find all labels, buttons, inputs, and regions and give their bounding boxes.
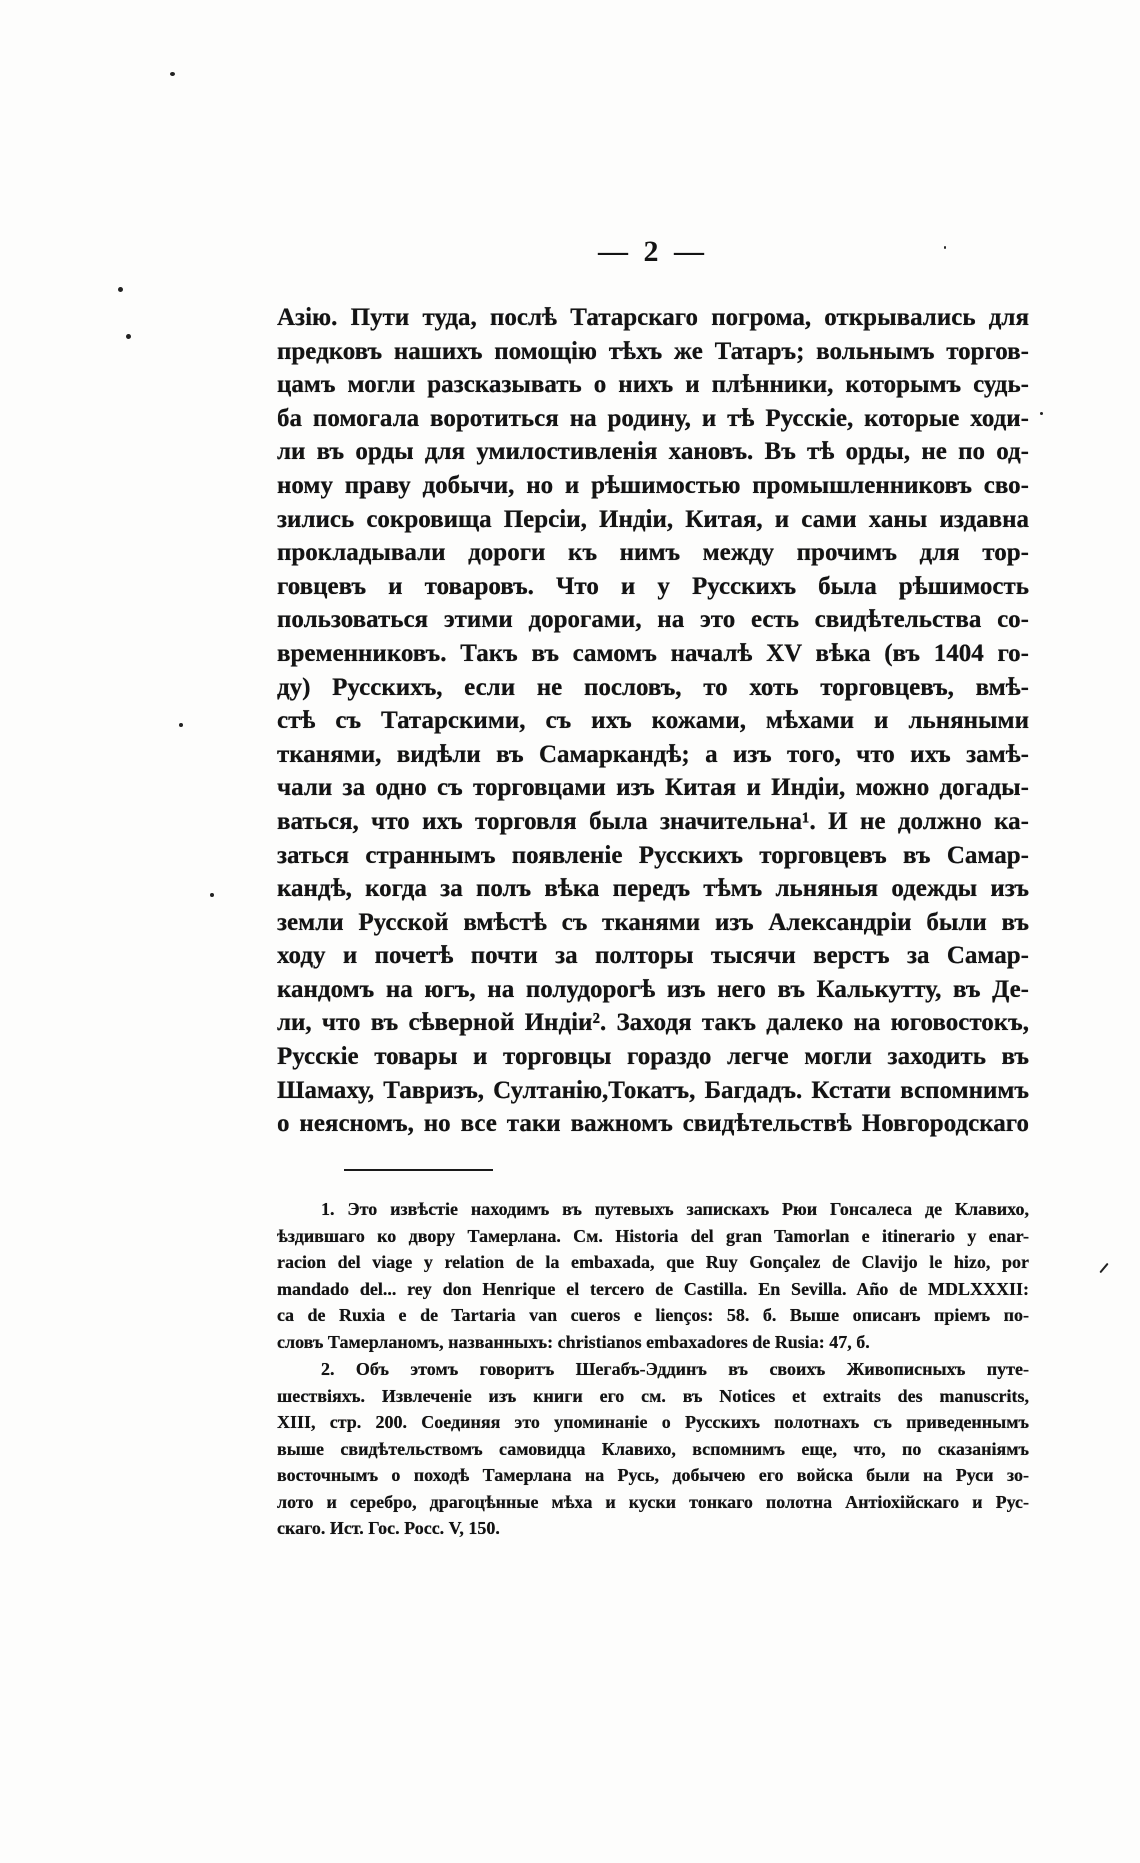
text-line: говцевъ и товаровъ. Что и у Русскихъ была рѣшимость bbox=[277, 572, 1029, 600]
scan-speck bbox=[1040, 412, 1043, 415]
text-line: ходу и почетѣ почти за полторы тысячи верстъ за Самар- bbox=[277, 942, 1029, 970]
footnote-line: шествіяхъ. Извлеченіе изъ книги его см. въ Notices et extraits des manuscrits, bbox=[277, 1385, 1029, 1406]
text-line: Шамаху, Тавризъ, Султанію,Токатъ, Багдадъ. Кстати вспомнимъ bbox=[277, 1076, 1029, 1104]
footnote-line: XIII, стр. 200. Соединяя это упоминаніе о Русскихъ полотнахъ съ приведеннымъ bbox=[277, 1412, 1029, 1432]
scan-speck bbox=[170, 72, 175, 76]
text-line: пользоваться этими дорогами, на это есть свидѣтельства со- bbox=[277, 606, 1029, 634]
text-line: ли въ орды для умилостивленія хановъ. Въ тѣ орды, не по од- bbox=[277, 438, 1029, 466]
text-line: ба помогала воротиться на родину, и тѣ Русскіе, которые ходи- bbox=[277, 404, 1029, 432]
footnote-separator bbox=[344, 1169, 493, 1171]
footnote-line: восточнымъ о походѣ Тамерлана на Русь, добычею его войска были на Руси зо- bbox=[277, 1465, 1029, 1485]
text-line: тканями, видѣли въ Самаркандѣ; а изъ того, что ихъ замѣ- bbox=[277, 740, 1029, 768]
text-line: ду) Русскихъ, если не пословъ, то хоть торговцевъ, вмѣ- bbox=[277, 673, 1029, 701]
footnote-line: лото и серебро, драгоцѣнные мѣха и куски тонкаго полотна Антіохійскаго и Рус- bbox=[277, 1491, 1029, 1512]
footnote-1 bbox=[277, 1196, 1029, 1355]
text-line: Азію. Пути туда, послѣ Татарскаго погрома, открывались для bbox=[277, 304, 1029, 331]
scan-speck bbox=[210, 893, 214, 897]
footnote-line: скаго. Ист. Гос. Росс. V, 150. bbox=[277, 1518, 500, 1538]
scan-speck bbox=[944, 246, 946, 249]
page-number: — 2 — bbox=[598, 235, 704, 268]
text-line: ваться, что ихъ торговля была значительна¹. И не должно ка- bbox=[277, 807, 1029, 835]
text-line: о неясномъ, но все таки важномъ свидѣтельствѣ Новгородскаго bbox=[277, 1110, 1029, 1138]
text-line: прокладывали дороги къ нимъ между прочимъ для тор- bbox=[277, 539, 1029, 567]
main-text bbox=[277, 301, 1029, 1141]
footnote-line: racion del viage y relation de la embaxada, que Ruy Gonçalez de Clavijo le hizo, por bbox=[277, 1252, 1029, 1272]
footnote-2 bbox=[277, 1356, 1029, 1542]
text-line: ному праву добычи, но и рѣшимостью промышленниковъ сво- bbox=[277, 471, 1029, 499]
text-line: кандѣ, когда за полъ вѣка передъ тѣмъ льняныя одежды изъ bbox=[277, 875, 1029, 903]
scan-speck bbox=[1099, 1263, 1108, 1273]
footnote-line: ѣздившаго ко двору Тамерлана. См. Historia del gran Tamorlan e itinerario y enar- bbox=[277, 1225, 1029, 1246]
footnote-line: mandado del... rey don Henrique el tercero de Castilla. En Sevilla. Año de MDLXXXII: bbox=[277, 1278, 1029, 1299]
footnote-line: 1. Это извѣстіе находимъ въ путевыхъ запискахъ Рюи Гонсалеса де Клавихо, bbox=[321, 1199, 1029, 1219]
scan-speck bbox=[126, 334, 131, 339]
text-line: зились сокровища Персіи, Индіи, Китая, и сами ханы издавна bbox=[277, 505, 1029, 533]
text-line: временниковъ. Такъ въ самомъ началѣ XV вѣка (въ 1404 го- bbox=[277, 639, 1029, 667]
footnote-line: словъ Тамерланомъ, названныхъ: christianos embaxadores de Rusia: 47, б. bbox=[277, 1331, 870, 1352]
text-line: заться страннымъ появленіе Русскихъ торговцевъ въ Самар- bbox=[277, 841, 1029, 869]
text-line: стѣ съ Татарскими, съ ихъ кожами, мѣхами и льняными bbox=[277, 707, 1029, 735]
text-line: цамъ могли разсказывать о нихъ и плѣнники, которымъ судь- bbox=[277, 371, 1029, 399]
footnote-line: ca de Ruxia e de Tartaria van cueros e lienços: 58. б. Выше описанъ пріемъ по- bbox=[277, 1305, 1029, 1325]
footnote-line: 2. Объ этомъ говоритъ Шегабъ-Эддинъ въ своихъ Живописныхъ путе- bbox=[321, 1359, 1029, 1379]
text-line: Русскіе товары и торговцы гораздо легче могли заходить въ bbox=[277, 1043, 1029, 1071]
text-line: кандомъ на югъ, на полудорогѣ изъ него въ Калькутту, въ Де- bbox=[277, 975, 1029, 1003]
text-line: ли, что въ сѣверной Индіи². Заходя такъ далеко на юговостокъ, bbox=[277, 1009, 1029, 1037]
text-line: земли Русской вмѣстѣ съ тканями изъ Александріи были въ bbox=[277, 908, 1029, 936]
scan-speck bbox=[179, 723, 183, 727]
scan-speck bbox=[118, 287, 123, 292]
text-line: чали за одно съ торговцами изъ Китая и Индіи, можно догады- bbox=[277, 774, 1029, 802]
text-line: предковъ нашихъ помощію тѣхъ же Татаръ; вольнымъ торгов- bbox=[277, 337, 1029, 365]
footnote-line: выше свидѣтельствомъ самовидца Клавихо, вспомнимъ еще, что, по сказаніямъ bbox=[277, 1438, 1029, 1459]
